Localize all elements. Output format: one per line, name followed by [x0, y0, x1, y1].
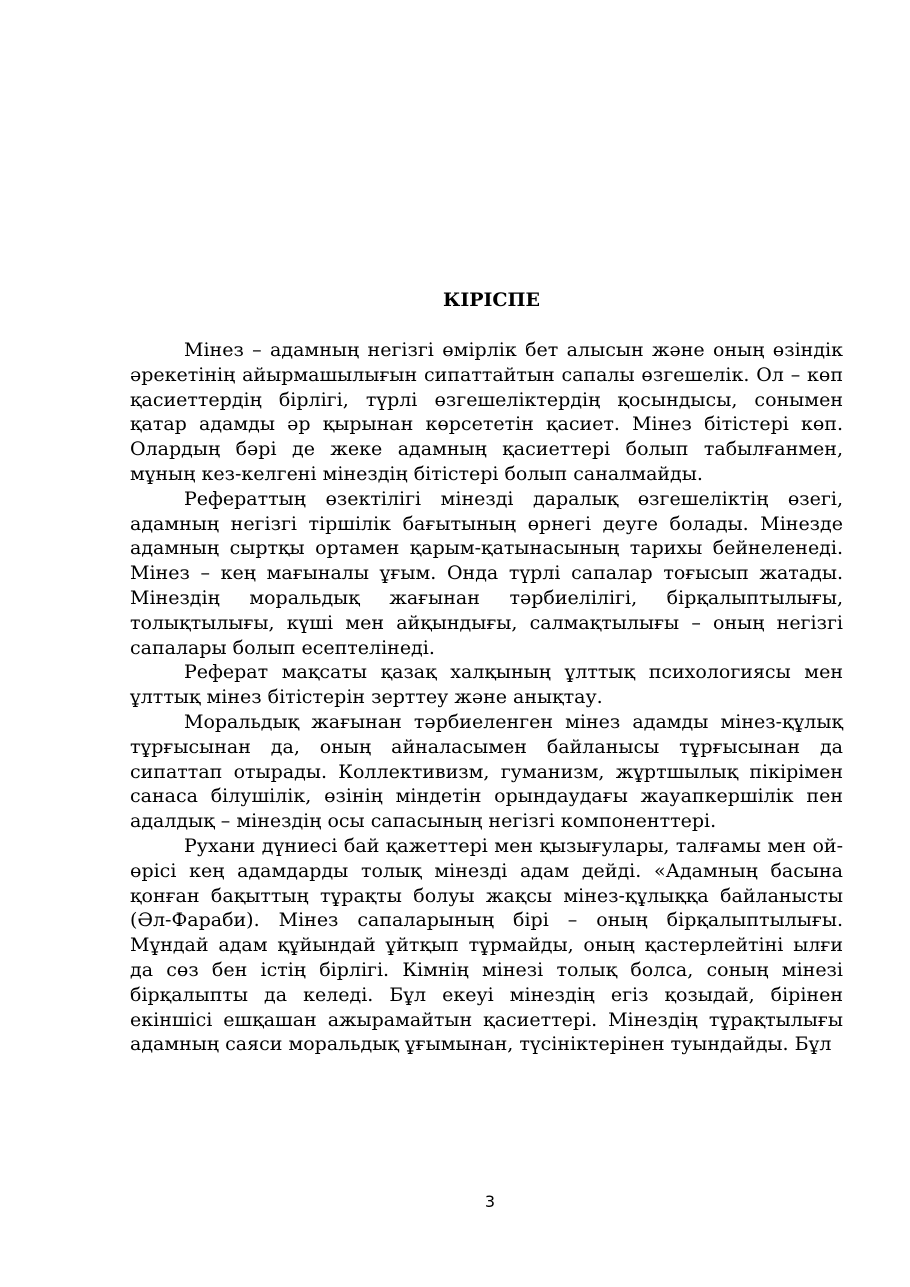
- heading-title: КІРІСПЕ: [443, 289, 540, 311]
- paragraph-3: Реферат мақсаты қазақ халқының ұлттық психологиясы мен ұлттық мінез бітістерін зерттеу және анықтау.: [130, 661, 843, 709]
- paragraph-2: Рефераттың өзектілігі мінезді даралық өзгешеліктің өзегі, адамның негізгі тіршілік бағытының өрнегі деуге болады. Мінезде адамның сыртқы ортамен қарым-қатынасының тарихы бейнеленеді. Мінез – кең мағыналы ұғым. Онда түрлі сапалар тоғысып жатады. Мінездің моральдық жағынан тәрбиелілігі, бірқалыптылығы, толықтылығы, күші мен айқындығы, салмақтылығы – оның негізгі сапалары болып есептелінеді.: [130, 487, 843, 659]
- paragraph-5: Рухани дүниесі бай қажеттері мен қызығулары, талғамы мен ой-өрісі кең адамдарды толық мінезді адам дейді. «Адамның басына қонған бақыттың тұрақты болуы жақсы мінез-құлыққа байланысты (Әл-Фараби). Мінез сапаларының бірі – оның бірқалыптылығы. Мұндай адам құйындай ұйтқып тұрмайды, оның қастерлейтіні ылғи да сөз бен істің бірлігі. Кімнің мінезі толық болса, соның мінезі бірқалыпты да келеді. Бұл екеуі мінездің егіз қозыдай, бірінен екіншісі ешқашан ажырамайтын қасиеттері. Мінездің тұрақтылығы адамның саяси моральдық ұғымынан, түсініктерінен туындайды. Бұл: [130, 834, 843, 1056]
- page-number: 3: [484, 1192, 496, 1211]
- paragraph-1: Мінез – адамның негізгі өмірлік бет алысын және оның өзіндік әрекетінің айырмашылығын сипаттайтын сапалы өзгешелік. Ол – көп қасиеттердің бірлігі, түрлі өзгешеліктердің қосындысы, сонымен қатар адамды әр қырынан көрсететін қасиет. Мінез бітістері көп. Олардың бәрі де жеке адамның қасиеттері болып табылғанмен, мұның кез-келгені мінездің бітістері болып саналмайды.: [130, 339, 843, 485]
- document-heading: [130, 287, 843, 313]
- paragraph-4: Моральдық жағынан тәрбиеленген мінез адамды мінез-құлық тұрғысынан да, оның айналасымен байланысы тұрғысынан да сипаттап отырады. Коллективизм, гуманизм, жұртшылық пікірімен санаса білушілік, өзінің міндетін орындаудағы жауапкершілік пен адалдық – мінездің осы сапасының негізгі компоненттері.: [130, 710, 843, 833]
- document-body: [130, 338, 843, 1057]
